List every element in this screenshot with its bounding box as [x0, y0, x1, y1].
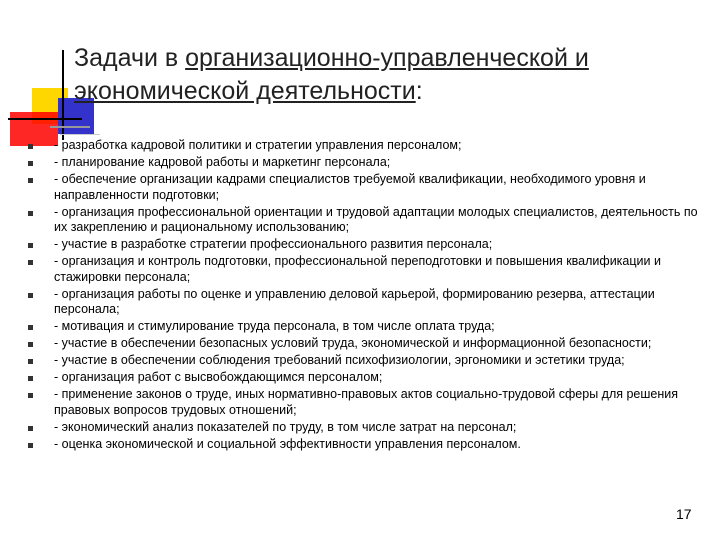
bullet-icon — [28, 211, 33, 216]
list-item-text: - применение законов о труде, иных нормативно-правовых актов социально-трудовой сферы для решения правовых вопросов трудовых отношений; — [54, 387, 679, 417]
list-item — [24, 437, 704, 453]
bullet-icon — [28, 325, 33, 330]
list-item — [24, 205, 704, 236]
list-item — [24, 319, 704, 335]
list-item-text: - участие в разработке стратегии профессионального развития персонала; — [54, 237, 493, 251]
list-item-text: - обеспечение организации кадрами специалистов требуемой квалификации, необходимого уровня и направленности подготовки; — [54, 172, 646, 202]
list-item — [24, 387, 704, 418]
list-item — [24, 353, 704, 369]
list-item-text: - оценка экономической и социальной эффективности управления персоналом. — [54, 436, 521, 451]
bullet-icon — [28, 144, 33, 149]
bullet-icon — [28, 342, 33, 347]
slide-title — [74, 42, 694, 108]
bullet-icon — [28, 393, 33, 398]
decor-horizontal-line-2 — [50, 126, 90, 128]
list-item — [24, 420, 704, 436]
bullet-icon — [28, 260, 33, 265]
bullet-icon — [28, 426, 33, 431]
list-item-text: - планирование кадровой работы и маркетинг персонала; — [54, 155, 391, 169]
page-number: 17 — [676, 506, 692, 522]
bullet-icon — [28, 161, 33, 166]
list-item — [24, 138, 704, 154]
list-item-text: - мотивация и стимулирование труда персонала, в том числе оплата труда; — [54, 319, 495, 333]
bullet-icon — [28, 359, 33, 364]
list-item — [24, 254, 704, 285]
list-item-text: - участие в обеспечении соблюдения требований психофизиологии, эргономики и эстетики труда; — [54, 353, 625, 367]
list-item — [24, 155, 704, 171]
title-suffix: : — [415, 77, 423, 105]
list-item — [24, 172, 704, 203]
list-item-text: - организация работ с высвобождающимся персоналом; — [54, 370, 383, 384]
list-item — [24, 370, 704, 386]
bullet-icon — [28, 293, 33, 298]
decor-horizontal-line-3 — [60, 134, 100, 135]
task-list — [24, 138, 704, 454]
bullet-icon — [28, 376, 33, 381]
list-item — [24, 336, 704, 352]
bullet-icon — [28, 243, 33, 248]
title-prefix: Задачи в — [74, 44, 186, 72]
list-item-text: - организация профессиональной ориентации и трудовой адаптации молодых специалистов, деятельность по их закреплению и рациональному использованию; — [54, 204, 698, 234]
title-underlined: организационно-управленческой и экономической деятельности — [74, 44, 589, 105]
list-item-text: - участие в обеспечении безопасных условий труда, экономической и информационной безопасности; — [54, 336, 652, 350]
list-item — [24, 287, 704, 318]
list-item-text: - разработка кадровой политики и стратегии управления персоналом; — [54, 138, 462, 152]
decor-horizontal-line — [8, 118, 82, 120]
list-item-text: - организация работы по оценке и управлению деловой карьерой, формированию резерва, аттестации персонала; — [54, 286, 655, 316]
list-item-text: - экономический анализ показателей по труду, в том числе затрат на персонал; — [54, 419, 517, 434]
list-item-text: - организация и контроль подготовки, профессиональной переподготовки и повышения квалификации и стажировки персонала; — [54, 254, 661, 284]
bullet-icon — [28, 178, 33, 183]
bullet-icon — [28, 443, 33, 448]
list-item — [24, 237, 704, 253]
